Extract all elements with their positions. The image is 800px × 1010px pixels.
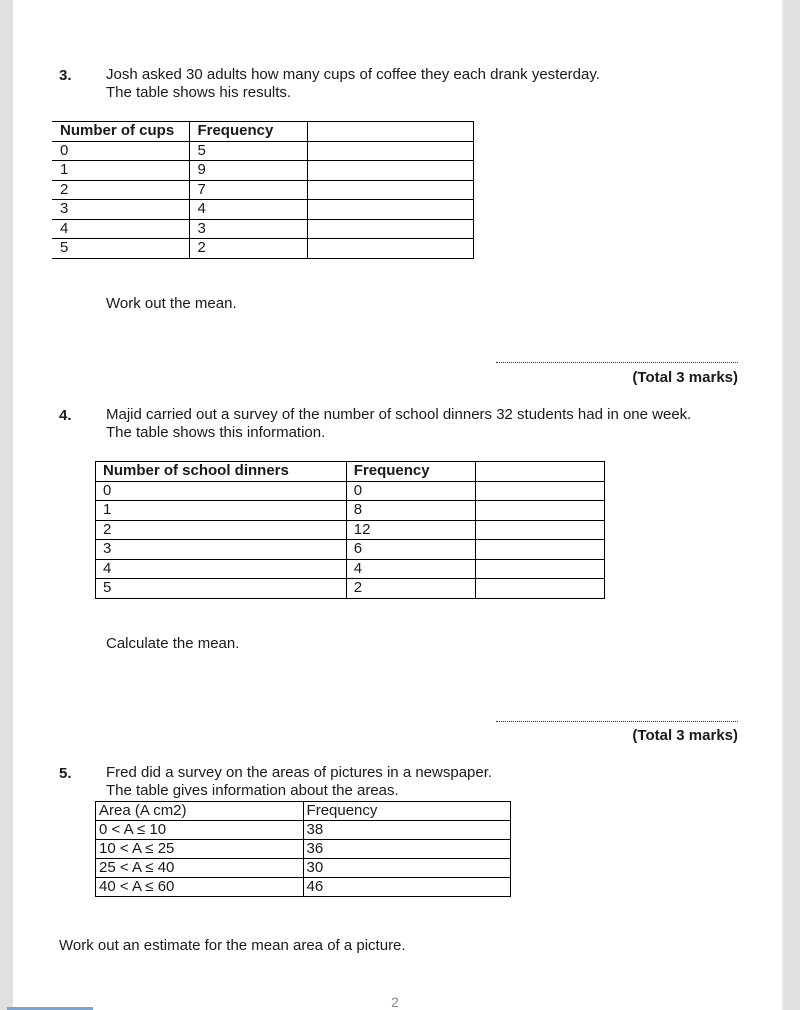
table-row (96, 501, 605, 521)
table-cell: 2 (52, 180, 190, 200)
table-row (52, 180, 474, 200)
table-cell: 0 (96, 481, 347, 501)
table-cell: 5 (52, 239, 190, 259)
table-cell: 36 (303, 840, 510, 859)
table-row (96, 859, 511, 878)
blank-cell[interactable] (308, 239, 474, 259)
table-cell: 5 (190, 141, 308, 161)
table-row (96, 579, 605, 599)
table-cell: 4 (52, 219, 190, 239)
table-cell: 5 (96, 579, 347, 599)
question-text: Josh asked 30 adults how many cups of coffee they each drank yesterday. The table shows his results. (106, 66, 600, 101)
table-row (96, 821, 511, 840)
header-cell[interactable] (308, 122, 474, 142)
question-prompt: Work out the mean. (106, 295, 237, 312)
blank-cell[interactable] (308, 161, 474, 181)
table-cell: 38 (303, 821, 510, 840)
question-number: 4. (59, 407, 72, 424)
table-cell: 30 (303, 859, 510, 878)
table-cell: 4 (96, 559, 347, 579)
answer-line[interactable] (496, 721, 738, 722)
table-cell: 4 (346, 559, 475, 579)
table-row (96, 520, 605, 540)
table-cell: 10 < A ≤ 25 (96, 840, 304, 859)
blank-cell[interactable] (308, 141, 474, 161)
table-row (96, 540, 605, 560)
header-cell: Frequency (346, 462, 475, 482)
blank-cell[interactable] (308, 219, 474, 239)
school-dinners-table (95, 461, 605, 599)
table-cell: 0 (346, 481, 475, 501)
question-text: Fred did a survey on the areas of pictures in a newspaper. The table gives information about the areas. (106, 764, 493, 799)
picture-areas-table (95, 801, 511, 897)
table-cell: 3 (52, 200, 190, 220)
table-cell: 6 (346, 540, 475, 560)
table-cell: 1 (96, 501, 347, 521)
table-row (52, 161, 474, 181)
blank-cell[interactable] (475, 559, 604, 579)
header-cell: Number of cups (52, 122, 190, 142)
answer-line[interactable] (496, 362, 738, 363)
total-marks: (Total 3 marks) (632, 727, 738, 744)
table-cell: 2 (346, 579, 475, 599)
table-cell: 1 (52, 161, 190, 181)
table-cell: 4 (190, 200, 308, 220)
table-row (52, 200, 474, 220)
table-row (52, 219, 474, 239)
table-cell: 40 < A ≤ 60 (96, 878, 304, 897)
blank-cell[interactable] (475, 579, 604, 599)
table-row (52, 239, 474, 259)
question-prompt: Work out an estimate for the mean area of a picture. (59, 937, 406, 954)
table-cell: 0 (52, 141, 190, 161)
blank-cell[interactable] (475, 481, 604, 501)
question-number: 5. (59, 765, 72, 782)
table-cell: 2 (190, 239, 308, 259)
header-cell: Frequency (303, 802, 510, 821)
table-cell: 3 (96, 540, 347, 560)
table-header-row (96, 462, 605, 482)
question-prompt: Calculate the mean. (106, 635, 240, 652)
page-number: 2 (391, 994, 399, 1010)
table-cell: 2 (96, 520, 347, 540)
page-edge (781, 0, 783, 1010)
question-number: 3. (59, 67, 72, 84)
question-text: Majid carried out a survey of the number of school dinners 32 students had in one week. The table shows this information. (106, 406, 692, 441)
table-row (96, 840, 511, 859)
header-cell: Frequency (190, 122, 308, 142)
table-row (96, 481, 605, 501)
table-cell: 12 (346, 520, 475, 540)
table-row (96, 559, 605, 579)
blank-cell[interactable] (475, 520, 604, 540)
blank-cell[interactable] (475, 540, 604, 560)
table-cell: 46 (303, 878, 510, 897)
table-cell: 25 < A ≤ 40 (96, 859, 304, 878)
table-cell: 9 (190, 161, 308, 181)
coffee-cups-table (52, 121, 474, 259)
header-cell[interactable] (475, 462, 604, 482)
total-marks: (Total 3 marks) (632, 369, 738, 386)
table-header-row (96, 802, 511, 821)
header-cell: Area (A cm2) (96, 802, 304, 821)
header-cell: Number of school dinners (96, 462, 347, 482)
table-cell: 8 (346, 501, 475, 521)
table-cell: 0 < A ≤ 10 (96, 821, 304, 840)
blank-cell[interactable] (475, 501, 604, 521)
table-row (52, 141, 474, 161)
table-cell: 3 (190, 219, 308, 239)
table-header-row (52, 122, 474, 142)
blank-cell[interactable] (308, 180, 474, 200)
table-cell: 7 (190, 180, 308, 200)
table-row (96, 878, 511, 897)
blank-cell[interactable] (308, 200, 474, 220)
